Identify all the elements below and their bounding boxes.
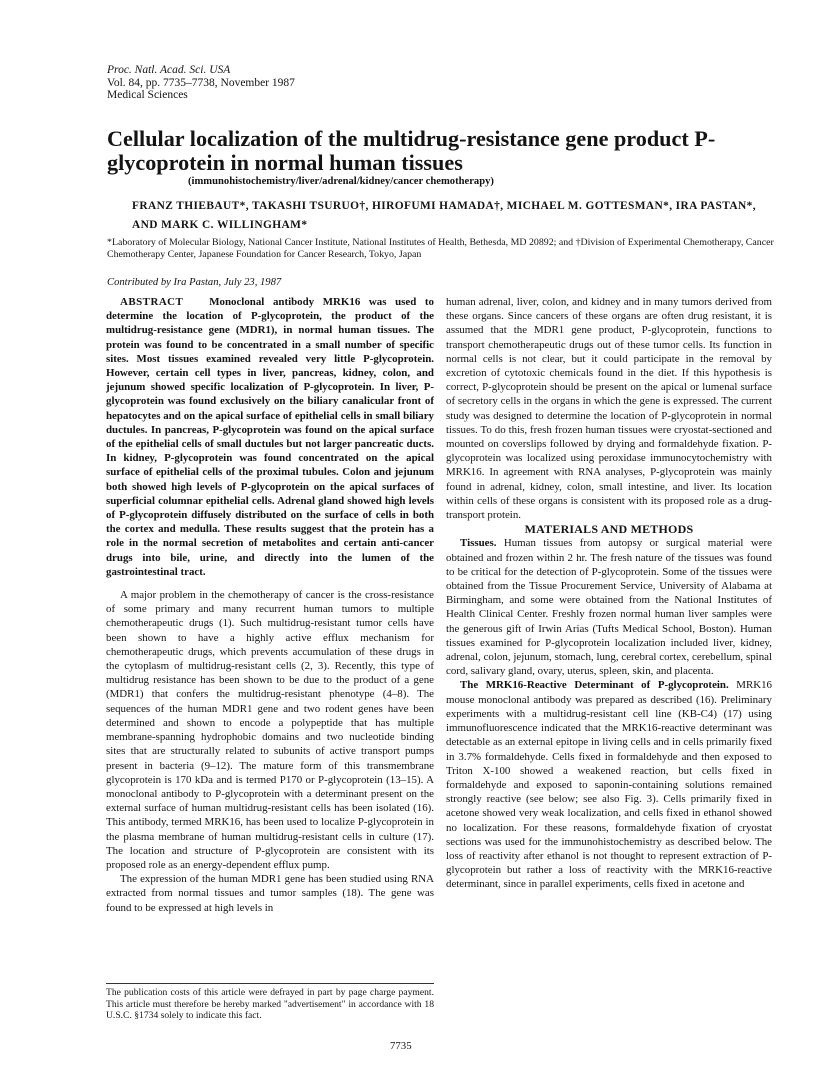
abstract-text: Monoclonal antibody MRK16 was used to determine the location of P-glycoprotein, the product of the multidrug-resistance gene (MDR1), in normal human tissues. The protein was found to be concentrated in a small number of specific sites. Most tissues examined revealed very little P-glycoprotein. However, certain cell types in liver, pancreas, kidney, colon, and jejunum showed specific localization of P-glycoprotein. In liver, P-glycoprotein was found exclusively on the biliary canalicular front of hepatocytes and on the apical surface of epithelial cells in small biliary ductules. In pancreas, P-glycoprotein was found on the apical surface of the epithelial cells of small ductules but not larger pancreatic ducts. In kidney, P-glycoprotein was found concentrated on the apical surface of epithelial cells of the proximal tubules. Colon and jejunum both showed high levels of P-glycoprotein on the apical surfaces of superficial columnar epithelial cells. Adrenal gland showed high levels of P-glycoprotein diffusely distributed on the surface of cells in both the cortex and medulla. These results suggest that the protein has a role in the normal secretion of metabolites and certain anti-cancer drugs into bile, urine, and directly into the lumen of the gastrointestinal tract. bbox=[106, 296, 434, 578]
journal-citation: Vol. 84, pp. 7735–7738, November 1987 bbox=[107, 76, 295, 89]
mrk16-label: The MRK16-Reactive Determinant of P-glycoprotein. bbox=[460, 679, 729, 692]
methods-tissues-paragraph bbox=[446, 536, 772, 678]
right-column bbox=[446, 295, 772, 892]
mrk16-text: MRK16 mouse monoclonal antibody was prepared as described (16). Preliminary experiments with a multidrug-resistant cell line (KB-C4) (17) using immunofluorescence indicated that the MRK16-reactive determinant was detectable as an external epitope in living cells and in cells primarily fixed in 3.7% formaldehyde. Cells fixed in formaldehyde and then exposed to Triton X-100 showed a weakened reaction, but cells fixed in formaldehyde and exposed to saponin-containing solutions remained strongly reactive (see below; see also Fig. 3). Cells primarily fixed in acetone showed very weak localization, and cells fixed in ethanol showed no localization. For these reasons, formaldehyde fixation of cryostat sections was used for the immunohistochemistry as described below. The loss of reactivity after ethanol is not thought to represent extraction of P-glycoprotein but rather a loss of reactivity with the MRK16-reactive determinant, since in parallel experiments, cells fixed in acetone and bbox=[446, 679, 772, 891]
methods-mrk16-paragraph bbox=[446, 678, 772, 891]
intro-paragraph-1: A major problem in the chemotherapy of cancer is the cross-resistance of some primary and many recurrent human tumors to multiple chemotherapeutic drugs (1). Such multidrug-resistant tumor cells have been shown to have a highly active efflux mechanism for chemotherapeutic drugs, which prevents accumulation of these drugs in the cytoplasm of multidrug-resistant cells (2, 3). Recently, this type of multidrug resistance has been shown to be due to the product of a gene (MDR1) that confers the multidrug-resistant phenotype (4–8). The sequences of the human MDR1 gene and two rodent genes have been determined and shown to encode a polypeptide that has multiple membrane-spanning hydrophobic domains and two nucleotide binding sites that are structurally related to subunits of active transport pumps present in bacteria (9–12). The mature form of this transmembrane glycoprotein is 170 kDa and is termed P170 or P-glycoprotein (13–15). A monoclonal antibody to P-glycoprotein with a determinant present on the external surface of human multidrug-resistant cells has been isolated (16). This antibody, termed MRK16, has been used to localize P-glycoprotein in the plasma membrane of human multidrug-resistant cells in culture (17). The location and structure of P-glycoprotein are consistent with its proposed role as an energy-dependent efflux pump. bbox=[106, 589, 434, 871]
journal-name: Proc. Natl. Acad. Sci. USA bbox=[107, 64, 231, 76]
journal-section: Medical Sciences bbox=[107, 89, 188, 102]
section-heading-methods: MATERIALS AND METHODS bbox=[524, 522, 694, 537]
left-column bbox=[106, 295, 434, 915]
author-list: FRANZ THIEBAUT*, TAKASHI TSURUO†, HIROFUMI HAMADA†, MICHAEL M. GOTTESMAN*, IRA PASTAN*, AND MARK C. WILLINGHAM* bbox=[132, 200, 757, 231]
article-title: Cellular localization of the multidrug-resistance gene product P-glycoprotein in normal human tissues bbox=[107, 126, 716, 175]
page-number: 7735 bbox=[390, 1040, 412, 1052]
tissues-label: Tissues. bbox=[460, 537, 497, 550]
contributed-by: Contributed by Ira Pastan, July 23, 1987 bbox=[107, 277, 282, 288]
publication-footnote: The publication costs of this article were defrayed in part by page charge payment. This article must therefore be hereby marked "advertisement" in accordance with 18 U.S.C. §1734 solely to indicate this fact. bbox=[106, 983, 434, 1022]
keywords: (immunohistochemistry/liver/adrenal/kidney/cancer chemotherapy) bbox=[188, 176, 494, 187]
journal-header bbox=[107, 64, 295, 102]
abstract-label: ABSTRACT bbox=[120, 296, 184, 308]
affiliations: *Laboratory of Molecular Biology, National Cancer Institute, National Institutes of Health, Bethesda, MD 20892; and †Division of Experimental Chemotherapy, Cancer Chemotherapy Center, Japanese Foundation for Cancer Research, Tokyo, Japan bbox=[107, 237, 774, 261]
abstract bbox=[106, 295, 434, 579]
tissues-text: Human tissues from autopsy or surgical material were obtained and frozen within 2 hr. The fresh nature of the tissues was found to be critical for the detection of P-glycoprotein. Some of the tissues were obtained from the Tissue Procurement Service, University of Alabama at Birmingham, and some were obtained from the National Institutes of Health Clinical Center. Freshly frozen normal human liver samples were the generous gift of Irwin Arias (Tufts Medical School, Boston). Human tissues examined for P-glycoprotein localization included liver, kidney, adrenal, colon, jejunum, stomach, lung, cerebral cortex, cerebellum, spinal cord, salivary gland, ovary, uterus, spleen, skin, and placenta. bbox=[446, 537, 772, 678]
intro-paragraph-2: The expression of the human MDR1 gene has been studied using RNA extracted from normal tissues and tumor samples (18). The gene was found to be expressed at high levels in bbox=[106, 873, 434, 914]
intro-paragraph-2-continued: human adrenal, liver, colon, and kidney and in many tumors derived from these organs. Since cancers of these organs are often drug resistant, it is assumed that the MDR1 gene product, P-glycoprotein, functions to transport chemotherapeutic drugs out of these tumor cells. Its function in normal cells is not clear, but it could participate in the removal by excretion of cytotoxic chemicals found in the diet. If this hypothesis is correct, P-glycoprotein should be present on the apical or lumenal surface of secretory cells in the organs in which the gene is expressed. The current study was designed to determine the location of P-glycoprotein in normal tissues. To do this, fresh frozen human tissues were cryostat-sectioned and mounted on coverslips followed by drying and formaldehyde fixation. P-glycoprotein was localized using peroxidase immunocytochemistry with MRK16. In agreement with RNA analyses, P-glycoprotein was mainly found in adrenal, kidney, colon, small intestine, and liver. Its location within cells of these organs is consistent with its proposed role as a drug-transport protein. bbox=[446, 296, 772, 522]
